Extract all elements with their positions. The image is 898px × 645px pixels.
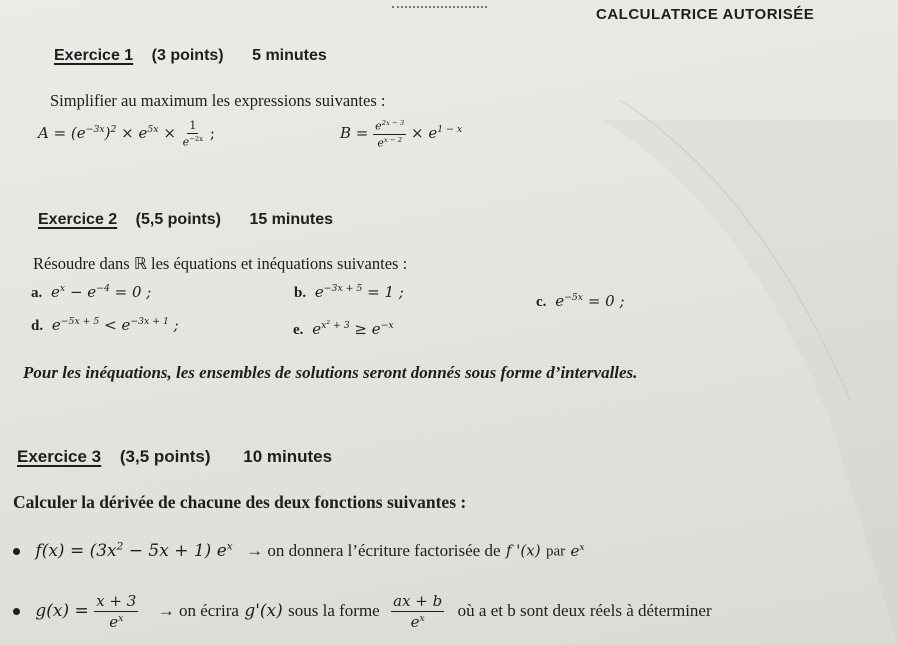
- ex2-time: 15 minutes: [249, 211, 334, 228]
- bullet-icon: [13, 548, 20, 555]
- ex2-note: Pour les inéquations, les ensembles de solutions seront donnés sous forme d’intervalles.: [23, 363, 638, 382]
- ex2-title: Exercice 2: [38, 211, 118, 228]
- ex3-title: Exercice 3: [17, 447, 102, 466]
- dotted-line: [392, 6, 487, 8]
- ex2-header: [38, 211, 333, 229]
- ex3-time: 10 minutes: [243, 447, 333, 466]
- ex2-item-a: a. $e^x - e^{-4} = 0$ ;: [31, 283, 152, 301]
- ex3-points: (3,5 points): [119, 447, 211, 466]
- ex3-header: [17, 447, 332, 467]
- ex3-item-g: g(x) = $\frac{x + 3}{e^x}$ → on écrira g'(x) sous la forme $\frac{ax + b}{e^x}$ où a et b sont deux réels à déterminer: [13, 591, 712, 631]
- ex1-expr-a: $A = (e^{-3x})^2 \times e^{5x}$ × $\frac{1}{e^{-2x}}$ ;: [38, 119, 215, 149]
- ex2-item-c: c. $e^{-5x} = 0$ ;: [536, 292, 625, 310]
- ex3-instruction: Calculer la dérivée de chacune des deux fonctions suivantes :: [13, 492, 467, 512]
- ex2-item-e: e. $e^{x^2 + 3} \ge e^{-x}$: [293, 320, 394, 339]
- ex1-points: (3 points): [151, 47, 224, 64]
- ex1-instruction: Simplifier au maximum les expressions suivantes :: [50, 91, 386, 110]
- ex1-time: 5 minutes: [252, 47, 327, 64]
- bullet-icon: [13, 608, 20, 615]
- ex2-item-b: b. $e^{-3x + 5} = 1$ ;: [294, 283, 404, 301]
- ex2-item-d: d. $e^{-5x + 5} < e^{-3x + 1}$ ;: [31, 316, 179, 334]
- ex1-header: [54, 47, 327, 65]
- ex1-title: Exercice 1: [54, 47, 134, 64]
- ex1-expr-b: B = $\frac{e^{2x - 3}}{e^{x - 2}}$ × $e^{1 - x}$: [340, 118, 463, 150]
- ex2-instruction: Résoudre dans ℝ les équations et inéquations suivantes :: [33, 254, 408, 273]
- calculator-notice: CALCULATRICE AUTORISÉE: [596, 6, 815, 23]
- ex2-points: (5,5 points): [135, 211, 221, 228]
- ex3-item-f: $f(x) = (3x^2 - 5x + 1) e^x$ → on donnera l’écriture factorisée de f '(x) par $e^x$: [13, 540, 585, 561]
